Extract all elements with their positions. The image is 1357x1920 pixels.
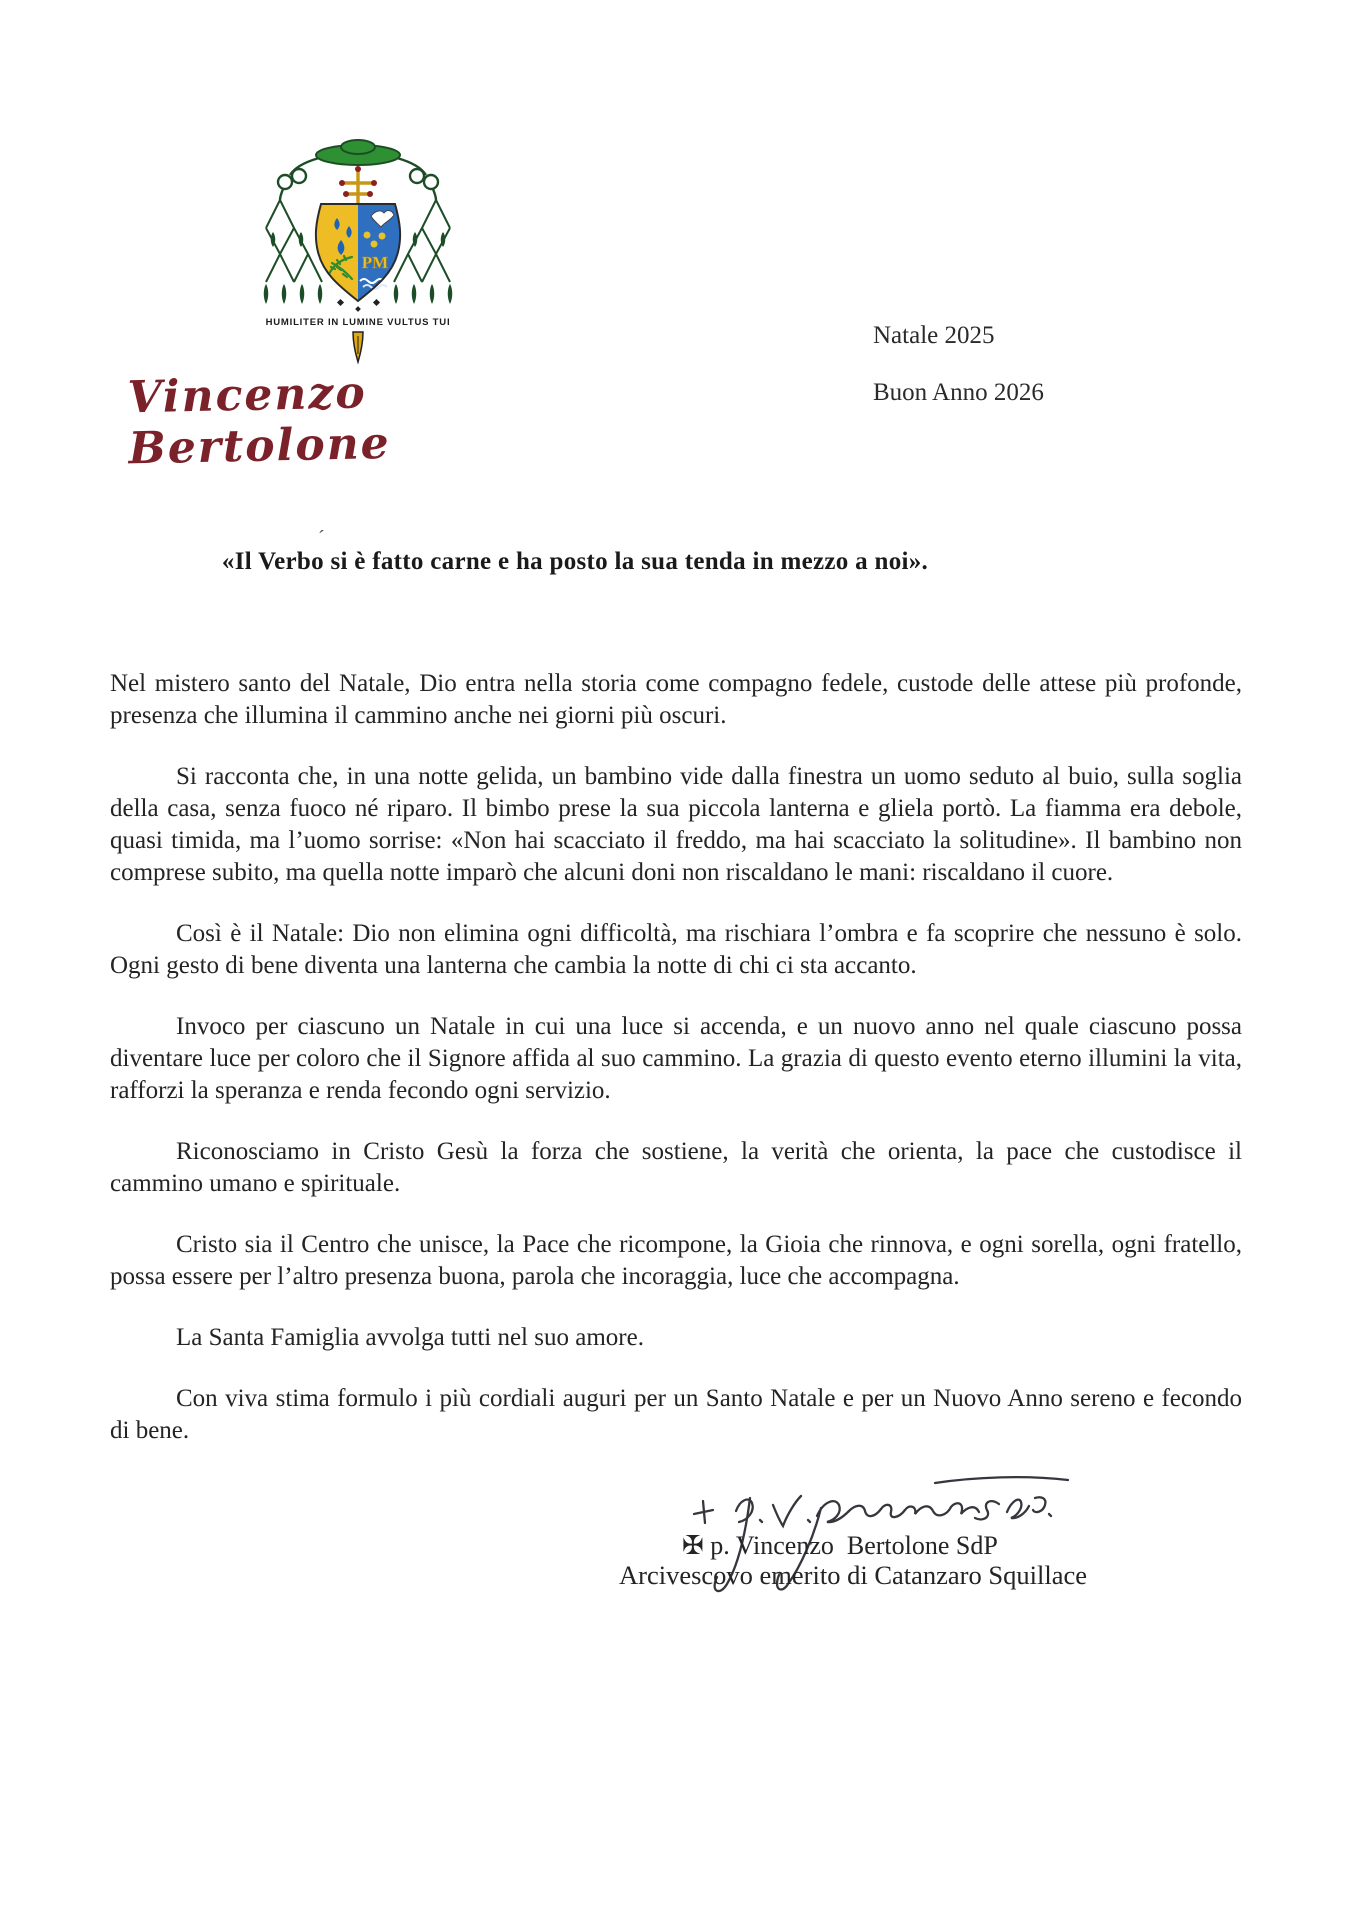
tassels-left [264, 200, 323, 304]
motto-ribbon: HUMILITER IN LUMINE VULTUS TUI [265, 317, 451, 328]
pm-monogram: PM [361, 253, 389, 272]
paragraph: Si racconta che, in una notte gelida, un bambino vide dalla finestra un uomo seduto al buio, sulla soglia della casa, senza fuoco né riparo. Il bimbo prese la sua piccola lanterna e gliela portò. La fiamma era debole, quasi timida, ma l’uomo sorrise: «Non hai scacciato il freddo, ma hai scacciato la solitudine». Il bambino non comprese subito, ma quella notte imparò che alcuni doni non riscaldano le mani: riscaldano il cuore. [110, 763, 1242, 886]
letter-body [110, 668, 1242, 1476]
signature-role-line: Arcivescovo emerito di Catanzaro Squillace [619, 1560, 1087, 1590]
scan-artifact: ´ [318, 527, 325, 549]
paragraph: Così è il Natale: Dio non elimina ogni difficoltà, ma rischiara l’ombra e fa scoprire che nessuno è solo. Ogni gesto di bene diventa una lanterna che cambia la notte di chi ci sta accanto. [110, 920, 1242, 979]
paragraph: Invoco per ciascuno un Natale in cui una luce si accenda, e un nuovo anno nel quale ciascuno possa diventare luce per coloro che il Signore affida al suo cammino. La grazia di questo evento eterno illumini la vita, rafforzi la speranza e renda fecondo ogni servizio. [110, 1013, 1242, 1104]
pen-nib-icon [353, 332, 363, 362]
episcopal-shield [316, 204, 400, 312]
paragraph: Nel mistero santo del Natale, Dio entra nella storia come compagno fedele, custode delle attese più profonde, presenza che illumina il cammino anche nei giorni più oscuri. [110, 670, 1242, 729]
paragraph: La Santa Famiglia avvolga tutti nel suo amore. [176, 1324, 644, 1351]
signature-name-line: ✠ p. Vincenzo Bertolone SdP [682, 1531, 998, 1560]
coat-of-arms [255, 136, 465, 368]
letter-title: «Il Verbo si è fatto carne e ha posto la sua tenda in mezzo a noi». [221, 548, 929, 575]
date-line-natale: Natale 2025 [873, 322, 995, 349]
letterhead-name: Vincenzo Bertolone [126, 367, 392, 475]
tassels-right [394, 200, 453, 304]
date-block [873, 322, 1044, 436]
processional-cross-icon [339, 166, 377, 208]
galero-icon [316, 140, 400, 165]
paragraph: Cristo sia il Centro che unisce, la Pace che ricompone, la Gioia che rinnova, e ogni sorella, ogni fratello, possa essere per l’altro presenza buona, parola che incoraggia, luce che accompagna. [110, 1231, 1242, 1290]
paragraph: Con viva stima formulo i più cordiali auguri per un Santo Natale e per un Nuovo Anno sereno e fecondo di bene. [110, 1385, 1242, 1444]
paragraph: Riconosciamo in Cristo Gesù la forza che sostiene, la verità che orienta, la pace che custodisce il cammino umano e spirituale. [110, 1138, 1242, 1197]
date-line-buon-anno: Buon Anno 2026 [873, 379, 1044, 406]
